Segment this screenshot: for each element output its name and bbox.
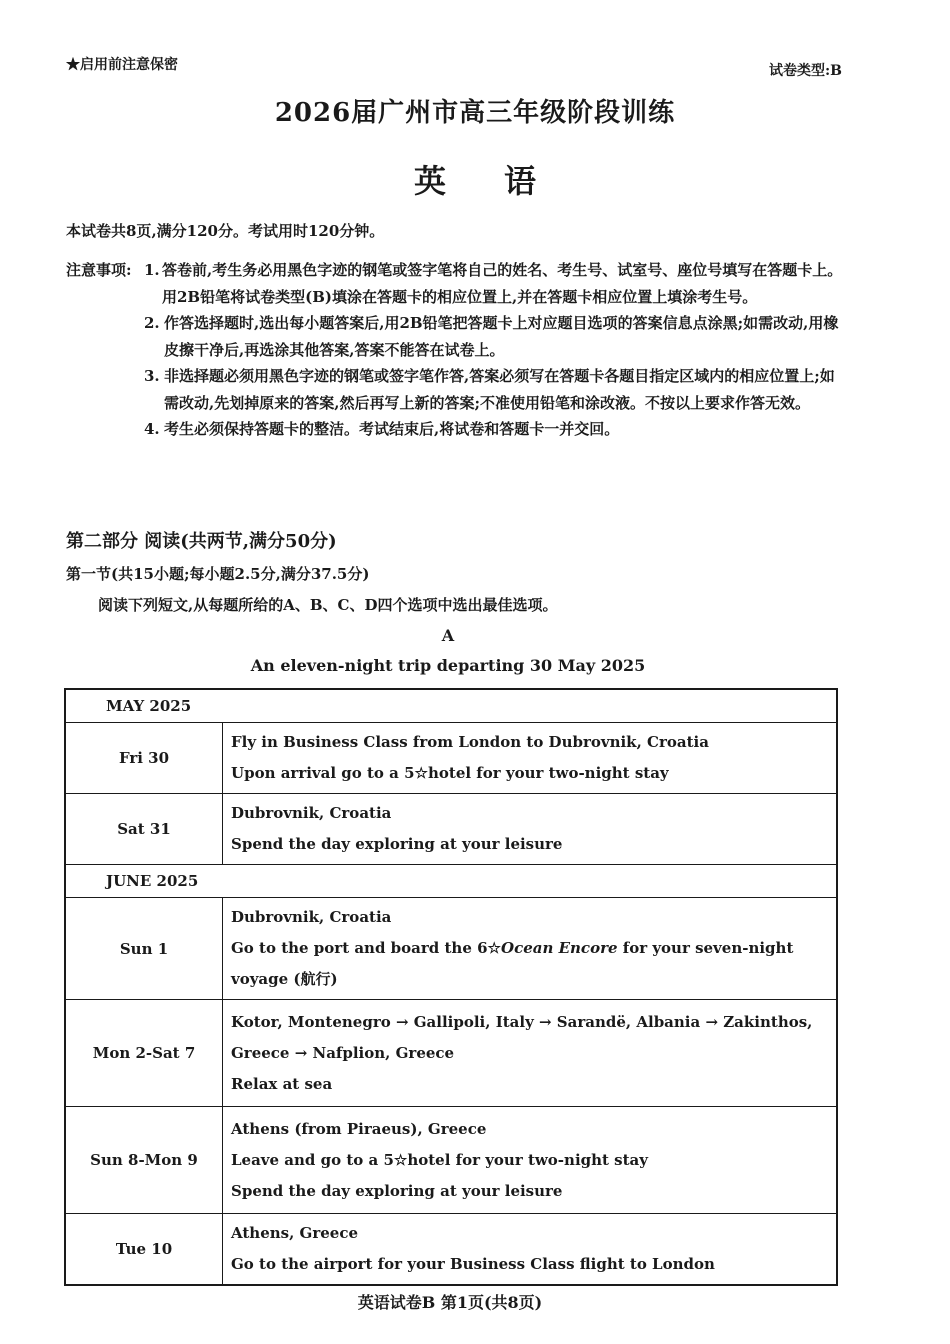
description-cell	[223, 898, 838, 1000]
description-line: Fly in Business Class from London to Dubrovnik, Croatia	[231, 733, 709, 751]
month-row	[65, 689, 837, 723]
table-row	[65, 898, 837, 1000]
note-number: 4.	[144, 420, 160, 438]
note-text: 考生必须保持答题卡的整洁。考试结束后,将试卷和答题卡一并交回。	[164, 420, 620, 438]
reading-instruction: 阅读下列短文,从每题所给的A、B、C、D四个选项中选出最佳选项。	[98, 596, 558, 614]
notes-block	[66, 257, 846, 443]
passage-label: A	[441, 626, 455, 645]
paper-type: 试卷类型:B	[768, 63, 842, 79]
description-line: Spend the day exploring at your leisure	[231, 835, 563, 853]
ship-name: Ocean Encore	[501, 939, 618, 957]
month-row	[65, 865, 837, 898]
description-line: Leave and go to a 5☆hotel for your two-night stay	[231, 1150, 648, 1169]
note-text: 作答选择题时,选出每小题答案后,用2B铅笔把答题卡上对应题目选项的答案信息点涂黑;如需改动,用橡皮擦干净后,再选涂其他答案,答案不能答在试卷上。	[164, 314, 839, 359]
date-cell: Sun 8-Mon 9	[65, 1107, 223, 1214]
date-cell: Tue 10	[65, 1214, 223, 1286]
description-cell	[223, 794, 838, 865]
description-line: Spend the day exploring at your leisure	[231, 1181, 563, 1200]
description-cell	[223, 1107, 838, 1214]
description-line: Upon arrival go to a 5☆hotel for your two-night stay	[231, 764, 669, 782]
note-item-1	[66, 257, 846, 310]
description-line: Relax at sea	[231, 1074, 333, 1093]
description-cell	[223, 1000, 838, 1107]
description-line: Dubrovnik, Croatia	[231, 908, 392, 926]
subject-title: 英语	[413, 162, 594, 200]
date-cell: Sat 31	[65, 794, 223, 865]
note-item-3	[66, 363, 846, 416]
note-number: 1.	[144, 261, 160, 279]
description-line	[231, 933, 828, 995]
table-row	[65, 1214, 837, 1286]
month-label: MAY 2025	[65, 689, 837, 723]
note-item-4	[66, 416, 846, 443]
date-cell: Sun 1	[65, 898, 223, 1000]
table-row	[65, 1000, 837, 1107]
section-heading: 第一节(共15小题;每小题2.5分,满分37.5分)	[66, 565, 370, 583]
month-label: JUNE 2025	[65, 865, 837, 898]
description-cell	[223, 723, 838, 794]
description-cell	[223, 1214, 838, 1286]
description-line: Dubrovnik, Croatia	[231, 804, 392, 822]
table-row	[65, 1107, 837, 1214]
table-row	[65, 794, 837, 865]
page-footer: 英语试卷B 第1页(共8页)	[357, 1293, 543, 1312]
note-number: 2.	[144, 314, 160, 332]
description-line: Kotor, Montenegro → Gallipoli, Italy → Sarandë, Albania → Zakinthos, Greece → Nafplion, Greece	[231, 1012, 813, 1062]
exam-title: 2026届广州市高三年级阶段训练	[274, 98, 676, 128]
part-heading: 第二部分 阅读(共两节,满分50分)	[66, 531, 337, 552]
description-line: Athens (from Piraeus), Greece	[231, 1119, 487, 1138]
note-item-2	[66, 310, 846, 363]
notes-label: 注意事项:	[66, 261, 132, 279]
confidential-notice: ★启用前注意保密	[66, 57, 178, 73]
trip-title: An eleven-night trip departing 30 May 2025	[250, 656, 646, 675]
description-line: Athens, Greece	[231, 1224, 359, 1242]
itinerary-table	[64, 688, 838, 1286]
table-row	[65, 723, 837, 794]
description-fragment: for your seven-night voyage (航行)	[231, 939, 794, 988]
date-cell: Mon 2-Sat 7	[65, 1000, 223, 1107]
note-text: 非选择题必须用黑色字迹的钢笔或签字笔作答,答案必须写在答题卡各题目指定区域内的相应位置上;如需改动,先划掉原来的答案,然后再写上新的答案;不准使用铅笔和涂改液。不按以上要求作答无效。	[164, 367, 835, 412]
date-cell: Fri 30	[65, 723, 223, 794]
note-number: 3.	[144, 367, 160, 385]
description-line: Go to the airport for your Business Class flight to London	[231, 1255, 715, 1273]
exam-intro: 本试卷共8页,满分120分。考试用时120分钟。	[66, 222, 385, 240]
note-text: 答卷前,考生务必用黑色字迹的钢笔或签字笔将自己的姓名、考生号、试室号、座位号填写在答题卡上。用2B铅笔将试卷类型(B)填涂在答题卡的相应位置上,并在答题卡相应位置上填涂考生号。	[162, 261, 843, 306]
description-fragment: Go to the port and board the 6☆	[231, 939, 501, 957]
